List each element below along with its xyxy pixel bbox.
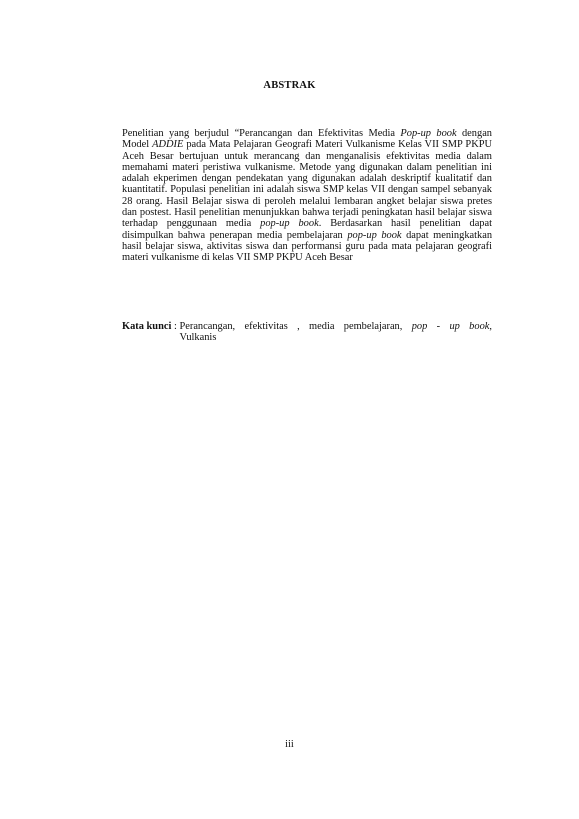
abstract-italic-term: ADDIE xyxy=(152,139,184,151)
abstract-text: pada Mata Pelajaran Geografi Materi Vulkanisme Kelas VII SMP PKPU Aceh Besar bertujuan untuk merancang dan menganalisis efektivitas media dalam memahami materi peristiwa vulkanisme. Metode yang digunakan dalam penelitian ini adalah ekperimen dengan pendekatan yang digunakan adalah deskriptif kualitatif dan kuantitatif. Populasi penelitian ini adalah siswa SMP kelas VII dengan sampel sebanyak 28 orang. Hasil Belajar siswa di peroleh melalui lembaran angket belajar siswa pretes dan postest. Hasil penelitian menunjukkan bahwa terjadi peningkatan hasil belajar siswa terhadap penggunaan media xyxy=(122,139,492,230)
keywords-section xyxy=(122,321,492,344)
keywords-text: , xyxy=(489,321,492,332)
abstract-text: Penelitian yang berjudul “Perancangan dan Efektivitas Media xyxy=(122,128,401,139)
abstract-paragraph xyxy=(122,128,492,264)
abstract-text: . Berdasarkan hasil penelitian dapat disimpulkan bahwa penerapan media pembelajaran xyxy=(122,218,492,241)
keywords-list xyxy=(179,321,492,344)
abstract-italic-term: Pop-up book xyxy=(400,128,457,139)
page-title: ABSTRAK xyxy=(263,80,316,91)
keywords-text: Vulkanis xyxy=(179,332,217,344)
abstract-italic-term: pop-up book xyxy=(347,229,402,241)
page-number: iii xyxy=(285,739,294,750)
abstract-body xyxy=(122,128,492,264)
abstract-text: dengan Model xyxy=(122,128,492,151)
keywords-text: Perancangan, efektivitas , media pembelajaran, xyxy=(179,321,412,332)
keywords-label: Kata kunci xyxy=(122,321,172,332)
abstract-italic-term: pop-up book xyxy=(260,218,319,230)
abstract-text: dapat meningkatkan hasil belajar siswa, aktivitas siswa dan performansi guru pada mata pelajaran geografi materi vulkanisme di kelas VII SMP PKPU Aceh Besar xyxy=(122,229,493,264)
keywords-colon: : xyxy=(171,321,180,332)
keywords-italic-term: pop - up book xyxy=(411,321,490,332)
